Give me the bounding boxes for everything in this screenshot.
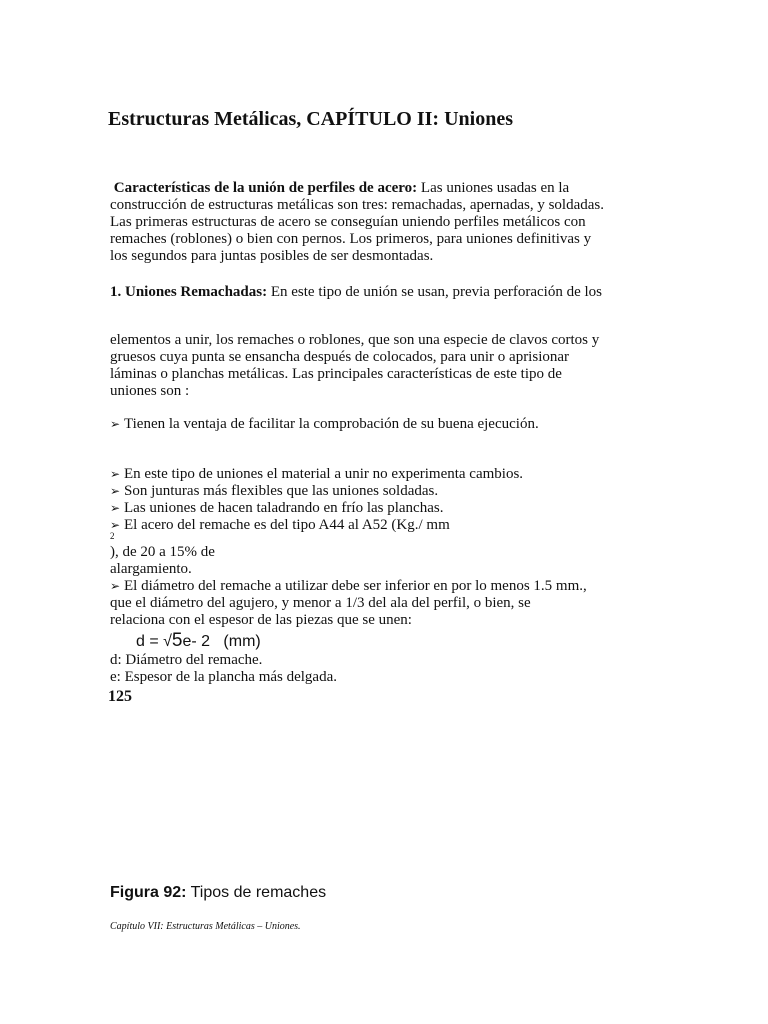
bullet-item xyxy=(110,466,523,483)
bullet-text: Son junturas más flexibles que las uniones soldadas. xyxy=(124,483,439,499)
section1-line: uniones son : xyxy=(110,383,190,399)
formula-prefix: d = xyxy=(136,633,164,650)
superscript-2: 2 xyxy=(110,531,115,541)
continuation-line: relaciona con el espesor de las piezas que se unen: xyxy=(110,612,412,628)
bullet-list xyxy=(110,466,523,534)
continuation-line: alargamiento. xyxy=(110,561,192,577)
rivet-diameter-formula xyxy=(136,630,261,652)
formula-unit: (mm) xyxy=(223,633,261,650)
page-footer xyxy=(110,921,301,932)
footer-section: Uniones. xyxy=(264,921,301,932)
section1-heading: 1. Uniones Remachadas: xyxy=(110,284,268,300)
arrow-bullet-icon: ➢ xyxy=(110,417,121,431)
footer-dash: – xyxy=(254,921,265,932)
intro-line: Las primeras estructuras de acero se conseguían uniendo perfiles metálicos con xyxy=(110,214,586,230)
intro-line: los segundos para juntas posibles de ser desmontadas. xyxy=(110,248,434,264)
intro-line: construcción de estructuras metálicas son tres: remachadas, apernadas, y soldadas. xyxy=(110,197,604,213)
continuation-line: que el diámetro del agujero, y menor a 1/3 del ala del perfil, o bien, se xyxy=(110,595,531,611)
figure-label: Figura 92: xyxy=(110,884,187,901)
section1-line: elementos a unir, los remaches o roblones, que son una especie de clavos cortos y xyxy=(110,332,600,348)
arrow-bullet-icon: ➢ xyxy=(110,484,121,498)
bullet-text: Tienen la ventaja de facilitar la comprobación de su buena ejecución. xyxy=(124,416,539,432)
intro-line: remaches (roblones) o bien con pernos. Los primeros, para uniones definitivas y xyxy=(110,231,592,247)
section1-paragraph xyxy=(110,332,599,400)
formula-suffix: e- 2 xyxy=(182,633,211,650)
bullet-item xyxy=(110,517,523,534)
intro-line xyxy=(110,180,604,197)
intro-paragraph xyxy=(110,180,604,265)
section1-line-text: En este tipo de unión se usan, previa perforación de los xyxy=(267,284,602,300)
bullet-text: El acero del remache es del tipo A44 al A52 (Kg./ mm xyxy=(124,517,450,533)
bullet-text: El diámetro del remache a utilizar debe ser inferior en por lo menos 1.5 mm., xyxy=(124,578,587,594)
arrow-bullet-icon: ➢ xyxy=(110,579,121,593)
section1-first-line xyxy=(110,284,602,301)
continuation-line: ), de 20 a 15% de xyxy=(110,544,215,560)
page-title: Estructuras Metálicas, CAPÍTULO II: Uniones xyxy=(108,108,513,130)
arrow-bullet-icon: ➢ xyxy=(110,518,121,532)
figure-caption xyxy=(110,884,326,902)
definition-line: e: Espesor de la plancha más delgada. xyxy=(110,669,337,685)
bullet-item xyxy=(110,483,523,500)
section1-line: gruesos cuya punta se ensancha después de colocados, para unir o aprisionar xyxy=(110,349,570,365)
bullet-continuation xyxy=(110,544,587,629)
footer-chapter: Capítulo VII: Estructuras Metálicas xyxy=(110,921,255,932)
formula-definitions xyxy=(110,652,337,686)
square-root-icon: √ xyxy=(163,633,172,650)
bullet-item xyxy=(110,578,587,595)
bullet-item xyxy=(110,500,523,517)
definition-line: d: Diámetro del remache. xyxy=(110,652,263,668)
formula-coefficient: 5 xyxy=(171,630,183,651)
section1-line: láminas o planchas metálicas. Las principales características de este tipo de xyxy=(110,366,562,382)
figure-caption-text: Tipos de remaches xyxy=(186,884,327,901)
page-number: 125 xyxy=(108,688,132,705)
intro-heading: Características de la unión de perfiles de acero: xyxy=(113,180,418,196)
bullet-text: En este tipo de uniones el material a unir no experimenta cambios. xyxy=(124,466,524,482)
intro-line-text: Las uniones usadas en la xyxy=(417,180,570,196)
bullet-item xyxy=(110,416,539,433)
bullet-text: Las uniones de hacen taladrando en frío las planchas. xyxy=(124,500,444,516)
arrow-bullet-icon: ➢ xyxy=(110,467,121,481)
arrow-bullet-icon: ➢ xyxy=(110,501,121,515)
